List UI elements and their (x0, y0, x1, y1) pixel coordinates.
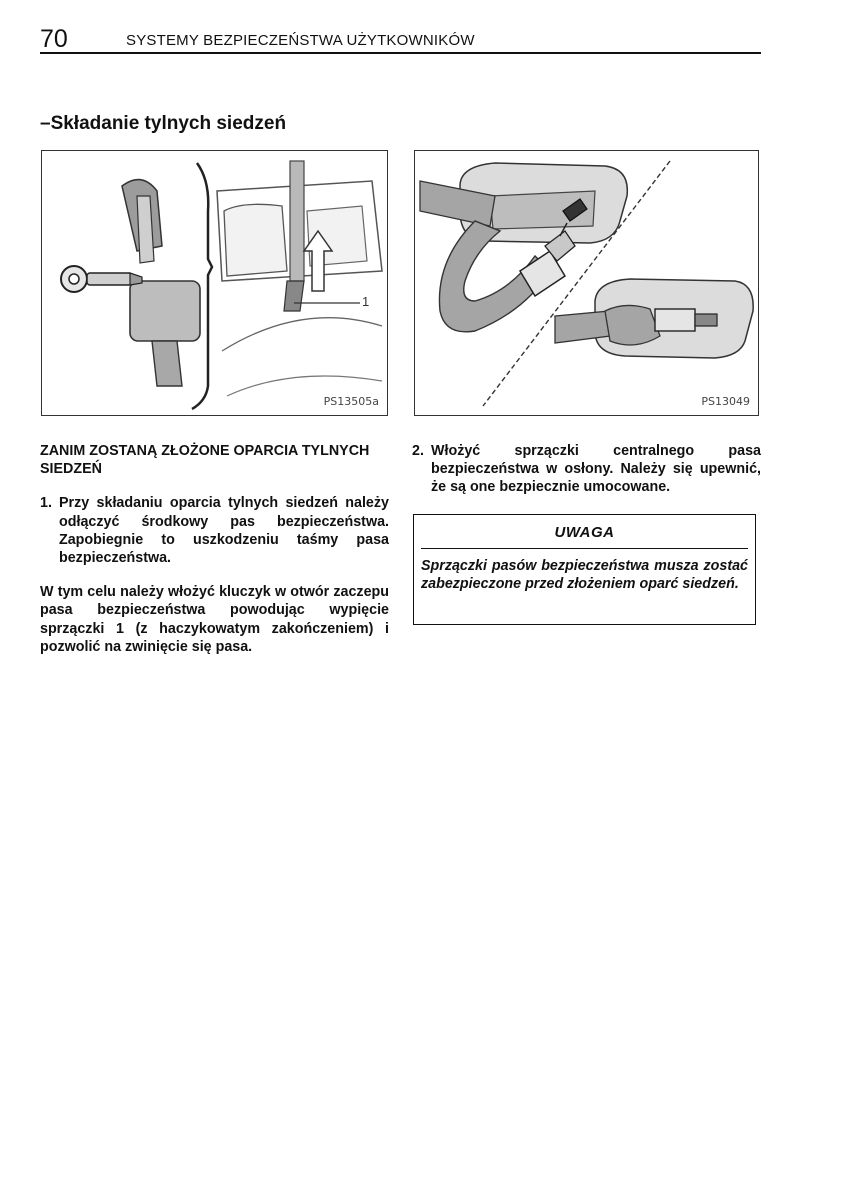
buckle-tongue (284, 281, 304, 311)
warning-box (413, 514, 756, 625)
running-title: SYSTEMY BEZPIECZEŃSTWA UŻYTKOWNIKÓW (126, 32, 475, 49)
warning-text: Sprzączki pasów bezpieczeństwa musza zostać zabezpieczone przed złożeniem oparć siedzeń. (421, 558, 748, 593)
seat-belt-icon (290, 161, 304, 281)
left-column (40, 442, 389, 672)
section-title: –Składanie tylnych siedzeń (40, 113, 287, 134)
figure-right-illustration (415, 151, 758, 415)
figure-left-illustration (42, 151, 387, 415)
buckle-tongue-lower (695, 314, 717, 326)
list-item (40, 494, 389, 567)
callout-number: 1 (362, 294, 370, 309)
figure-right (414, 150, 759, 416)
list-number: 2. (412, 443, 424, 459)
subsection-heading: ZANIM ZOSTANĄ ZŁOŻONE OPARCIA TYLNYCH SIEDZEŃ (40, 443, 370, 478)
warning-title: UWAGA (554, 524, 615, 541)
seat-panel (224, 204, 287, 276)
list-text: Włożyć sprzączki centralnego pasa bezpieczeństwa w osłony. Należy się upewnić, że są one bezpiecznie umocowane. (431, 443, 761, 496)
header-rule (40, 52, 761, 54)
warning-rule (421, 548, 748, 549)
buckle-lower (655, 309, 695, 331)
anchor-strap (152, 341, 182, 386)
list-number: 1. (40, 495, 52, 512)
figure-code: PS13505a (323, 395, 379, 408)
right-column (412, 442, 761, 513)
list-text: Przy składaniu oparcia tylnych siedzeń należy odłączyć środkowy pas bezpieczeństwa. Zapobiegnie to uszkodzeniu taśmy pasa bezpieczeństwa. (59, 495, 389, 567)
figure-left (41, 150, 388, 416)
seat-cushion-line (222, 318, 382, 351)
page-number: 70 (40, 25, 68, 53)
list-item (412, 442, 761, 497)
anchor-housing (130, 281, 200, 341)
figure-code: PS13049 (701, 395, 750, 408)
body-paragraph: W tym celu należy włożyć kluczyk w otwór zaczepu pasa bezpieczeństwa powodując wypięcie sprzączki 1 (z haczykowatym zakończeniem) i pozwolić na zwinięcie się pasa. (40, 584, 389, 655)
floor-line (227, 376, 382, 396)
